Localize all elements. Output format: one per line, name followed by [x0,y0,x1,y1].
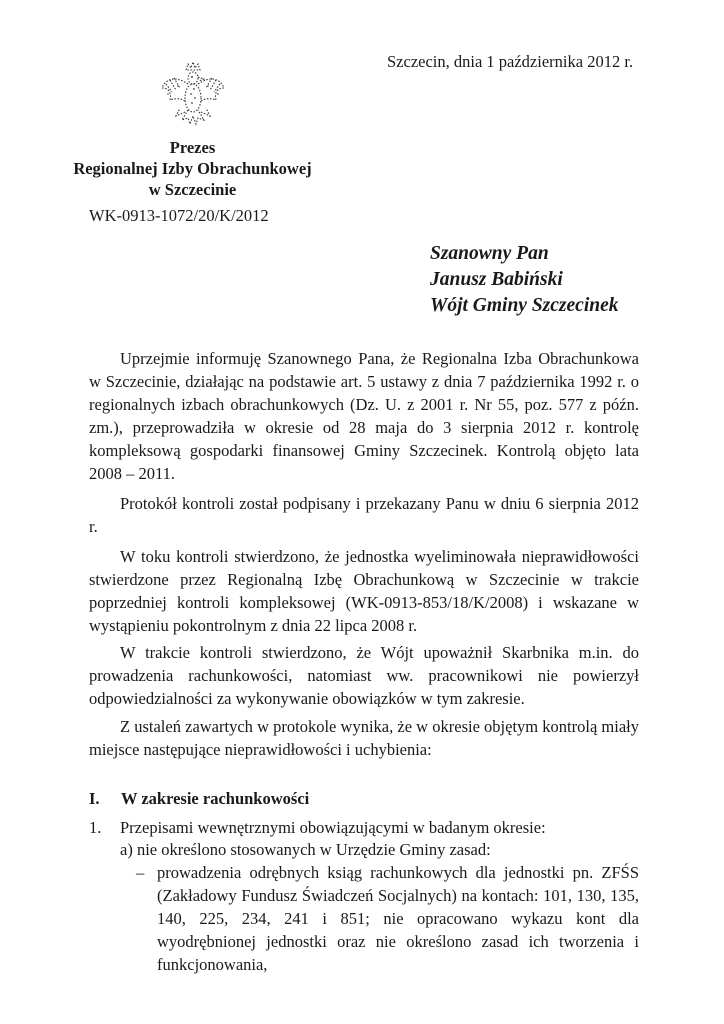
paragraph-2-text: Protokół kontroli został podpisany i przekazany Panu w dniu 6 sierpnia 2012 r. [89,494,639,536]
paragraph-4 [89,641,639,710]
polish-eagle-emblem-icon [158,58,228,130]
section-number: I. [89,789,100,808]
reference-number: WK-0913-1072/20/K/2012 [89,206,269,225]
sub-item-a: a) nie określono stosowanych w Urzędzie Gminy zasad: [120,840,491,859]
org-line-2: Regionalnej Izby Obrachunkowej [73,159,312,178]
list-item-1-text: Przepisami wewnętrznymi obowiązującymi w badanym okresie: [120,818,546,837]
paragraph-5 [89,715,639,761]
addressee-title: Wójt Gminy Szczecinek [430,295,619,316]
addressee-block [430,241,619,319]
paragraph-3 [89,545,639,637]
org-line-1: Prezes [169,138,216,157]
bullet-item-text: prowadzenia odrębnych ksiąg rachunkowych dla jednostki pn. ZFŚS (Zakładowy Fundusz Świadczeń Socjalnych) na kontach: 101, 130, 135, 140, 225, 234, 241 i 851; nie opracowano wykazu kont dla wyodrębnionej jednostki oraz nie określono zasad ich tworzenia i funkcjonowania, [157,863,639,974]
section-title: W zakresie rachunkowości [121,789,310,808]
section-heading [89,787,309,810]
paragraph-1 [89,347,639,485]
bullet-dash: – [136,863,145,882]
sender-organization [60,137,325,200]
org-line-3: w Szczecinie [148,180,237,199]
date-line: Szczecin, dnia 1 października 2012 r. [387,52,634,71]
addressee-greeting: Szanowny Pan [430,243,549,264]
paragraph-3-text: W toku kontroli stwierdzono, że jednostka wyeliminowała nieprawidłowości stwierdzone przez Regionalną Izbę Obrachunkową w Szczecinie w trakcie poprzedniej kontroli kompleksowej (WK-0913-853/18/K/2008) i wskazane w wystąpieniu pokontrolnym z dnia 22 lipca 2008 r. [89,547,639,635]
addressee-name: Janusz Babiński [430,269,563,290]
list-item-1-number: 1. [89,818,102,837]
paragraph-2 [89,492,639,538]
paragraph-5-text: Z ustaleń zawartych w protokole wynika, że w okresie objętym kontrolą miały miejsce następujące nieprawidłowości i uchybienia: [89,717,639,759]
paragraph-4-text: W trakcie kontroli stwierdzono, że Wójt upoważnił Skarbnika m.in. do prowadzenia rachunkowości, natomiast ww. pracownikowi nie powierzył odpowiedzialności za wykonywanie obowiązków w tym zakresie. [89,643,639,708]
paragraph-1-text: Uprzejmie informuję Szanownego Pana, że Regionalna Izba Obrachunkowa w Szczecinie, działając na podstawie art. 5 ustawy z dnia 7 października 1992 r. o regionalnych izbach obrachunkowych (Dz. U. z 2001 r. Nr 55, poz. 577 z późn. zm.), przeprowadziła w okresie od 28 maja do 3 sierpnia 2012 r. kontrolę kompleksową gospodarki finansowej Gminy Szczecinek. Kontrolą objęto lata 2008 – 2011. [89,349,639,483]
